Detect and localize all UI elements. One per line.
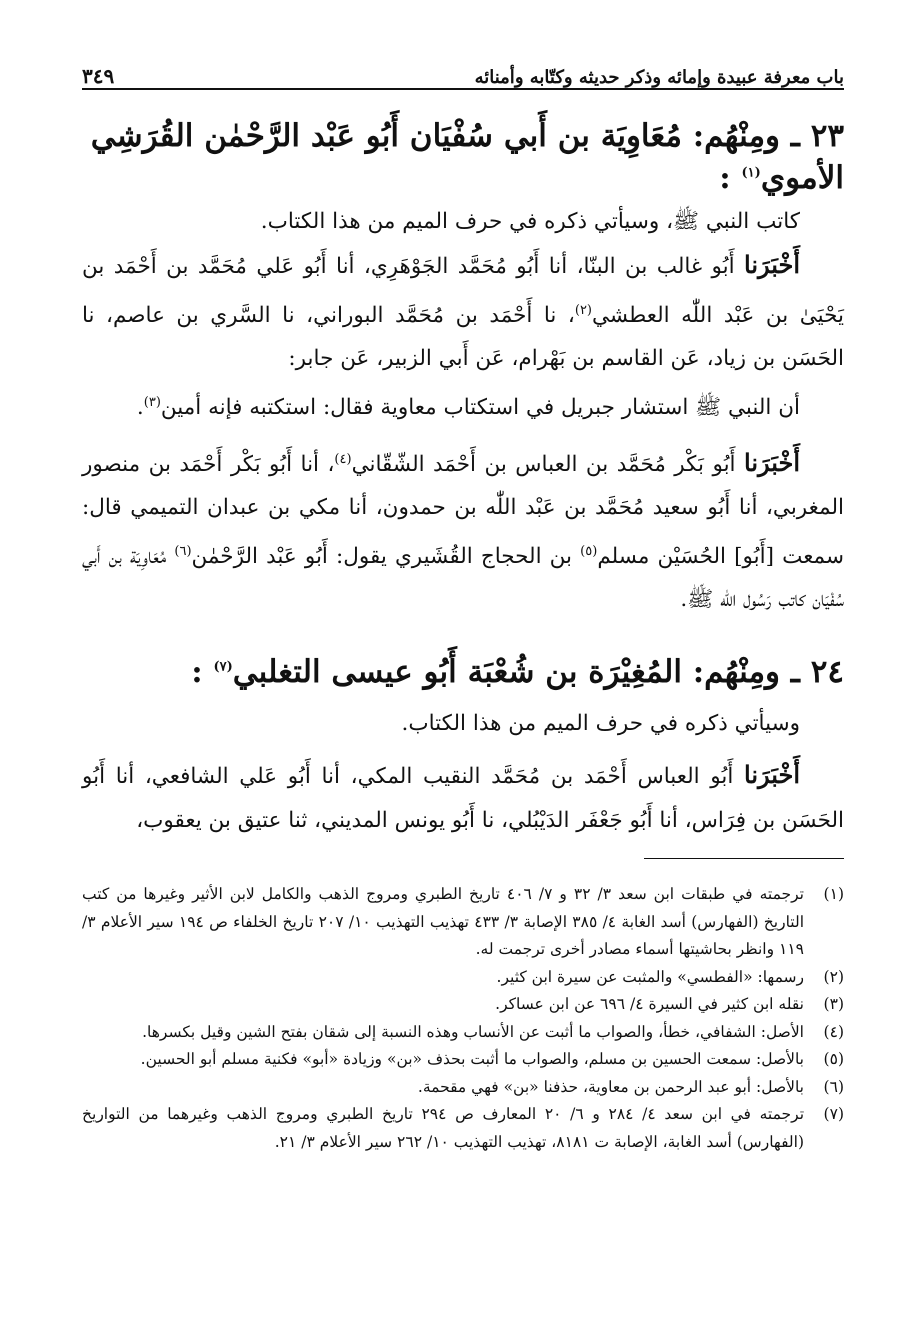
footnote-ref: (٢) (574, 302, 592, 318)
entry-23-intro: كاتب النبي ﷺ، وسيأتي ذكره في حرف الميم من هذا الكتاب. (260, 208, 800, 234)
footnote: (١) ترجمته في طبقات ابن سعد ٣/ ٣٢ و ٧/ ٤٠٦ تاريخ الطبري ومروج الذهب والكامل لابن الأثير وغيرها من كتب التاريخ (الفهارس) أسد الغابة ٤/ ٣٨٥ الإصابة ٣/ ٤٣٣ تهذيب التهذيب ١٠/ ٢٠٧ تاريخ الخلفاء ص ١٩٤ سير الأعلام ٣/ ١١٩ وانظر بحاشيتها أسماء مصادر أخرى ترجمت له. (82, 885, 844, 959)
footnote-ref: (٤) (334, 451, 352, 467)
footnote: (٤) الأصل: الشفافي، خطأ، والصواب ما أثبت عن الأنساب وهذه النسبة إلى شقان بفتح الشين وقيل بكسرها. (142, 1022, 844, 1041)
entry-23-hadith: أن النبي ﷺ استشار جبريل في استكتاب معاوية فقال: استكتبه فإنه أمين$^{(٣)}$. (136, 394, 800, 420)
footnotes (82, 881, 844, 1156)
entry-24-isnad: أَخْبَرَنا أَبُو العباس أَحْمَد بن مُحَمَّد النقيب المكي، أنا أَبُو عَلي الشافعي، أنا أَبُو الحَسَن بن فِرَاس، أنا أَبُو جَعْفَر الدَيْبُلي، نا أَبُو يونس المديني، ثنا عتيق بن يعقوب، (82, 760, 844, 833)
chapter-title: باب معرفة عبيدة وإمائه وذكر حديثه وكتّابه وأمنائه (474, 67, 844, 88)
footnote: (٣) نقله ابن كثير في السيرة ٤/ ٦٩٦ عن ابن عساكر. (495, 995, 844, 1014)
entry-23-isnad-1: أَخْبَرَنا أَبُو غالب بن البنّا، أنا أَبُو مُحَمَّد الجَوْهَرِي، أنا أَبُو عَلي مُحَمَّد بن أَحْمَد بن يَحْيَىٰ بن عَبْد اللّٰه العطشي$^{(٢)}$، نا أَحْمَد بن مُحَمَّد البوراني، نا السَّري بن عاصم، نا الحَسَن بن زياد، عَن القاسم بن بَهْرام، عَن أَبي الزبير، عَن جابر: (82, 250, 844, 372)
footnote: (٦) بالأصل: أبو عبد الرحمن بن معاوية، حذفنا «بن» فهي مقحمة. (417, 1077, 844, 1096)
page-number: ٣٤٩ (82, 64, 115, 88)
footnote: (٧) ترجمته في ابن سعد ٤/ ٢٨٤ و ٦/ ٢٠ المعارف ص ٢٩٤ تاريخ الطبري ومروج الذهب وغيرهما من التواريخ (الفهارس) أسد الغابة، الإصابة ت ٨١٨١، تهذيب التهذيب ١٠/ ٢٦٢ سير الأعلام ٣/ ٢١. (82, 1105, 844, 1151)
document-page (82, 58, 844, 1156)
footnote-ref: (٥) (580, 543, 598, 559)
footnote-divider (644, 858, 844, 859)
footnote-ref: (٣) (143, 394, 161, 410)
running-header (82, 58, 844, 90)
footnote-ref: (١) (741, 165, 761, 181)
entry-23-heading: ٢٣ ـ ومِنْهُم: مُعَاوِيَة بن أَبي سُفْيَان أَبُو عَبْد الرَّحْمٰن القُرَشِي الأموي$^{(١)}$ : (90, 118, 844, 196)
entry-24-intro: وسيأتي ذكره في حرف الميم من هذا الكتاب. (401, 710, 800, 736)
footnote: (٥) بالأصل: سمعت الحسين بن مسلم، والصواب ما أثبت بحذف «بن» وزيادة «أبو» فكنية مسلم أبو الحسين. (140, 1050, 844, 1069)
footnote-ref: (٧) (213, 659, 233, 675)
entry-23-isnad-2: أَخْبَرَنا أَبُو بَكْر مُحَمَّد بن العباس بن أَحْمَد الشّقّاني$^{(٤)}$، أنا أَبُو بَكْر أَحْمَد بن منصور المغربي، أنا أَبُو سعيد مُحَمَّد بن عَبْد اللّٰه بن حمدون، أنا مكي بن عبدان التميمي قال: سمعت [أَبُو] الحُسَيْن مسلم$^{(٥)}$ بن الحجاج القُشَيري يقول: أَبُو عَبْد الرَّحْمٰن$^{(٦)}$ مُعَاوِيَة بن أَبي سُفْيَان كاتب رَسُول الله ﷺ. (82, 447, 845, 613)
footnote-ref: (٦) (174, 543, 192, 559)
entry-24-heading: ٢٤ ـ ومِنْهُم: المُغِيْرَة بن شُعْبَة أَبُو عيسى التغلبي$^{(٧)}$ : (191, 653, 844, 690)
footnote: (٢) رسمها: «الفطسي» والمثبت عن سيرة ابن كثير. (496, 967, 844, 986)
